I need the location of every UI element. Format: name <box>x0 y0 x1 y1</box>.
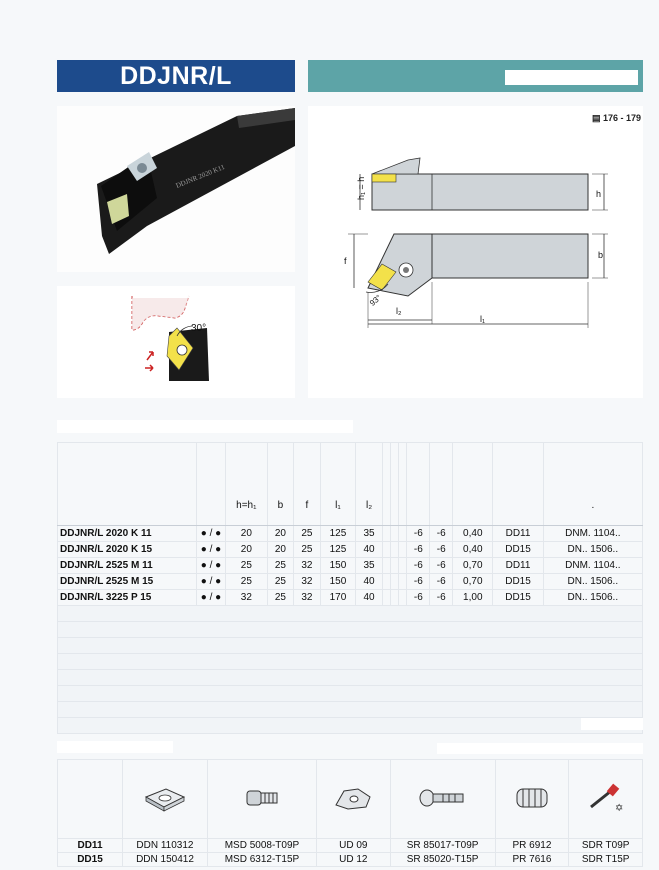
empty-cell <box>399 526 407 542</box>
b-cell: 20 <box>267 542 294 558</box>
empty-cell <box>391 590 399 606</box>
l2-cell: 35 <box>356 526 383 542</box>
clamp-screw-icon <box>390 760 495 839</box>
shim-screw-icon <box>207 760 316 839</box>
l1-label: l₁ <box>480 314 486 324</box>
insert-cell: DNM. 1104.. <box>543 558 642 574</box>
empty-cell <box>382 574 390 590</box>
empty-cell <box>391 558 399 574</box>
empty-cell <box>399 590 407 606</box>
h-cell: 25 <box>226 574 268 590</box>
product-title <box>57 60 295 92</box>
header-cell: f <box>294 443 321 526</box>
insert-cell: DN.. 1506.. <box>543 590 642 606</box>
designation-cell: DDJNR/L 2525 M 11 <box>58 558 197 574</box>
empty-cell <box>391 542 399 558</box>
l2-cell: 40 <box>356 590 383 606</box>
spare-parts-table <box>57 759 643 867</box>
h-cell: 32 <box>226 590 268 606</box>
availability-cell: ● / ● <box>197 590 226 606</box>
insert-cell: DNM. 1104.. <box>543 526 642 542</box>
shim-cell: DD11 <box>493 558 543 574</box>
f-cell: 25 <box>294 526 321 542</box>
empty-row <box>58 622 643 638</box>
header-cell: l₂ <box>356 443 383 526</box>
insert-cell: DN.. 1506.. <box>543 542 642 558</box>
radius-cell: 0,70 <box>453 558 493 574</box>
h1-label: h₁ = h <box>356 176 366 200</box>
part-cell: PR 6912 <box>495 839 569 853</box>
row-label: DD11 <box>58 839 123 853</box>
h-cell: 25 <box>226 558 268 574</box>
availability-cell: ● / ● <box>197 526 226 542</box>
b-cell: 25 <box>267 574 294 590</box>
empty-row <box>58 702 643 718</box>
part-cell: MSD 5008-T09P <box>207 839 316 853</box>
shim-cell: DD15 <box>493 590 543 606</box>
b-cell: 25 <box>267 590 294 606</box>
l2-label: l₂ <box>396 306 402 316</box>
part-cell: UD 12 <box>316 853 390 867</box>
header-cell <box>391 443 399 526</box>
angle-a-cell: -6 <box>407 558 430 574</box>
l1-cell: 170 <box>320 590 356 606</box>
spare-parts-title-bar <box>57 741 173 753</box>
angle-a-cell: -6 <box>407 526 430 542</box>
shim-cell: DD15 <box>493 574 543 590</box>
radius-cell: 1,00 <box>453 590 493 606</box>
part-cell: UD 09 <box>316 839 390 853</box>
clamp-icon <box>316 760 390 839</box>
radius-cell: 0,40 <box>453 526 493 542</box>
angle-a-cell: -6 <box>407 574 430 590</box>
empty-cell <box>399 542 407 558</box>
book-icon: ▤ <box>592 113 601 123</box>
svg-text:✡: ✡ <box>614 802 624 813</box>
header-cell: b <box>267 443 294 526</box>
spring-icon <box>495 760 569 839</box>
designation-cell: DDJNR/L 3225 P 15 <box>58 590 197 606</box>
b-cell: 20 <box>267 526 294 542</box>
empty-cell <box>391 526 399 542</box>
angle-c-cell: -6 <box>430 542 453 558</box>
header-cell: l₁ <box>320 443 356 526</box>
angle-c-cell: -6 <box>430 590 453 606</box>
designation-cell: DDJNR/L 2525 M 15 <box>58 574 197 590</box>
designation-cell: DDJNR/L 2020 K 15 <box>58 542 197 558</box>
l1-cell: 150 <box>320 558 356 574</box>
header-cell <box>399 443 407 526</box>
empty-cell <box>391 574 399 590</box>
svg-text:DDJNR 2020 K11: DDJNR 2020 K11 <box>174 163 226 190</box>
part-cell: DDN 150412 <box>123 853 208 867</box>
header-cell <box>382 443 390 526</box>
technical-drawing-panel <box>308 106 643 398</box>
table-footnote-bar <box>581 718 643 730</box>
availability-cell: ● / ● <box>197 558 226 574</box>
spare-parts-note-bar <box>437 743 643 754</box>
f-cell: 32 <box>294 558 321 574</box>
empty-row <box>58 718 643 734</box>
designation-cell: DDJNR/L 2020 K 11 <box>58 526 197 542</box>
part-cell: SR 85017-T09P <box>390 839 495 853</box>
empty-cell <box>382 526 390 542</box>
table-row <box>58 590 643 606</box>
row-label: DD15 <box>58 853 123 867</box>
table-row <box>58 526 643 542</box>
angle-c-cell: -6 <box>430 526 453 542</box>
header-cell: . <box>543 443 642 526</box>
header-cell <box>197 443 226 526</box>
table-header-row <box>58 443 643 526</box>
shim-icon <box>123 760 208 839</box>
table-row <box>58 574 643 590</box>
header-bar-label-area <box>505 70 638 85</box>
angle-30-label: 30° <box>191 323 207 334</box>
specification-table <box>57 442 643 734</box>
part-cell: DDN 110312 <box>123 839 208 853</box>
radius-cell: 0,70 <box>453 574 493 590</box>
part-cell: PR 7616 <box>495 853 569 867</box>
product-title-text: DDJNR/L <box>120 61 232 90</box>
tool-photo <box>57 106 295 272</box>
empty-row <box>58 606 643 622</box>
header-cell: h=h₁ <box>226 443 268 526</box>
table-row <box>58 558 643 574</box>
empty-cell <box>382 590 390 606</box>
shim-cell: DD15 <box>493 542 543 558</box>
h-cell: 20 <box>226 526 268 542</box>
availability-cell: ● / ● <box>197 542 226 558</box>
torx-key-icon <box>569 760 643 839</box>
header-cell <box>407 443 430 526</box>
header-cell <box>493 443 543 526</box>
empty-cell <box>382 542 390 558</box>
f-cell: 32 <box>294 590 321 606</box>
angle-c-cell: -6 <box>430 558 453 574</box>
l2-cell: 35 <box>356 558 383 574</box>
availability-cell: ● / ● <box>197 574 226 590</box>
empty-row <box>58 686 643 702</box>
table-row <box>58 542 643 558</box>
l1-cell: 150 <box>320 574 356 590</box>
dimension-drawing <box>308 106 643 398</box>
angle-c-cell: -6 <box>430 574 453 590</box>
f-label: f <box>344 256 347 266</box>
header-cell <box>430 443 453 526</box>
cutting-detail-panel <box>57 286 295 398</box>
spare-parts-row <box>58 853 643 867</box>
spare-parts-row <box>58 839 643 853</box>
b-cell: 25 <box>267 558 294 574</box>
l2-cell: 40 <box>356 542 383 558</box>
angle-a-cell: -6 <box>407 542 430 558</box>
l2-cell: 40 <box>356 574 383 590</box>
angle-93-label: 93° <box>367 293 384 308</box>
empty-row <box>58 670 643 686</box>
b-label: b <box>598 250 604 260</box>
h-label: h <box>596 189 602 199</box>
l1-cell: 125 <box>320 526 356 542</box>
header-cell <box>58 443 197 526</box>
h-cell: 20 <box>226 542 268 558</box>
angle-a-cell: -6 <box>407 590 430 606</box>
f-cell: 32 <box>294 574 321 590</box>
part-cell: MSD 6312-T15P <box>207 853 316 867</box>
insert-cell: DN.. 1506.. <box>543 574 642 590</box>
f-cell: 25 <box>294 542 321 558</box>
part-cell: SDR T09P <box>569 839 643 853</box>
radius-cell: 0,40 <box>453 542 493 558</box>
cutting-detail-diagram <box>57 286 295 398</box>
empty-cell <box>58 760 123 839</box>
header-cell <box>453 443 493 526</box>
shim-cell: DD11 <box>493 526 543 542</box>
empty-row <box>58 654 643 670</box>
l1-cell: 125 <box>320 542 356 558</box>
part-cell: SDR T15P <box>569 853 643 867</box>
empty-row <box>58 638 643 654</box>
part-cell: SR 85020-T15P <box>390 853 495 867</box>
page-ref-text: 176 - 179 <box>603 113 642 123</box>
spare-parts-icon-row <box>58 760 643 839</box>
empty-cell <box>382 558 390 574</box>
section-title-bar <box>57 420 353 433</box>
tool-holder-image <box>57 106 295 272</box>
empty-cell <box>399 574 407 590</box>
empty-cell <box>399 558 407 574</box>
